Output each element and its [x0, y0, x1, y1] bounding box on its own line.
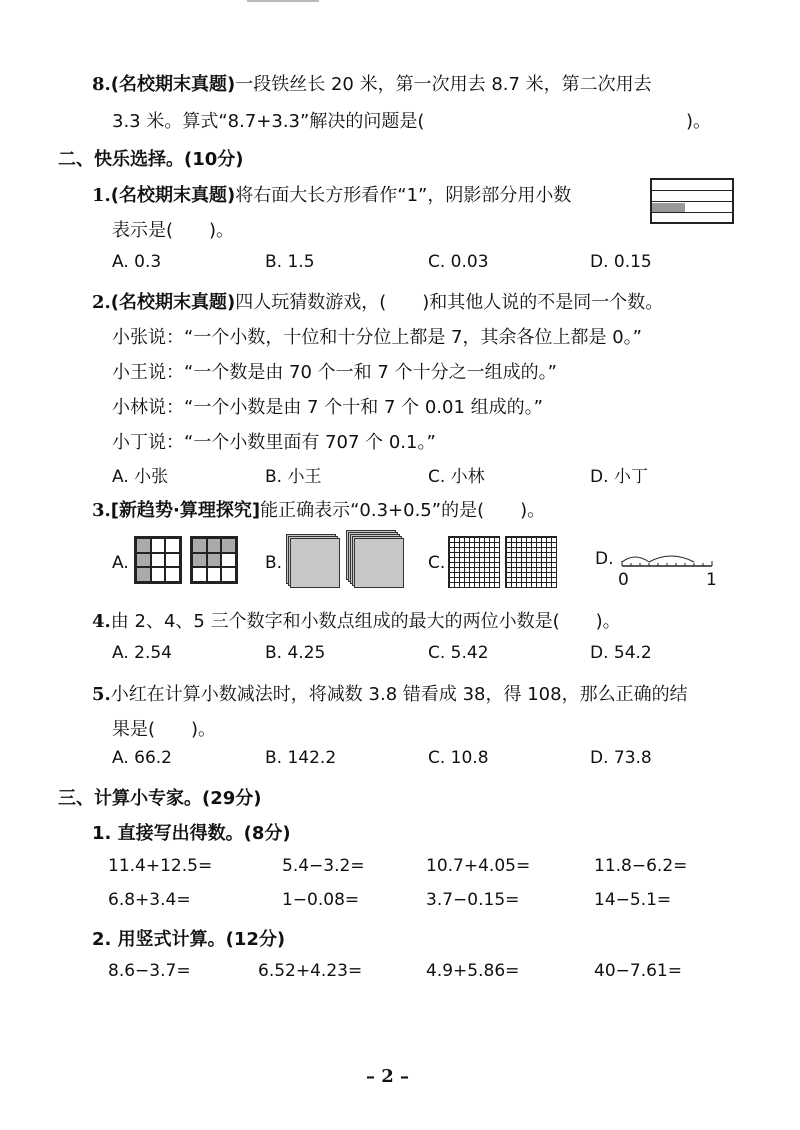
s2q2-say-ding: 小丁说：“一个小数里面有 707 个 0.1。” — [112, 432, 436, 453]
calc-item: 5.4−3.2= — [282, 856, 365, 876]
q8-text1: 一段铁丝长 20 米，第一次用去 8.7 米，第二次用去 — [235, 74, 652, 95]
s2q1-tag: (名校期末真题) — [110, 185, 236, 206]
s2q3-number: 3. — [92, 500, 111, 521]
s2q3-label-d: D. — [595, 549, 614, 569]
vertical-calc-item: 40−7.61= — [594, 961, 682, 981]
s2q3-tag: [新趋势·算理探究] — [110, 500, 261, 521]
calc-item: 3.7−0.15= — [426, 890, 520, 910]
s2q5-option-d: D. 73.8 — [590, 748, 652, 768]
s2q1-option-c: C. 0.03 — [428, 252, 489, 272]
s2q2-line1 — [92, 288, 663, 314]
s2q5-option-b: B. 142.2 — [265, 748, 337, 768]
s2q3-text1: 能正确表示“0.3+0.5”的是( )。 — [260, 500, 546, 521]
s2q4-number: 4. — [92, 611, 111, 632]
rect-line — [652, 190, 732, 191]
s2q5-text1: 小红在计算小数减法时，将减数 3.8 错看成 38，得 108，那么正确的结 — [110, 684, 688, 705]
calc-item: 11.4+12.5= — [108, 856, 213, 876]
q8-line1 — [92, 70, 652, 96]
number-line — [612, 548, 722, 572]
number-line-label-1: 1 — [706, 570, 717, 590]
s2q5-line2: 果是( )。 — [112, 719, 217, 740]
s2q1-option-b: B. 1.5 — [265, 252, 315, 272]
s2q4-option-c: C. 5.42 — [428, 643, 489, 663]
s2q4-line1 — [92, 607, 621, 633]
s2q4-option-d: D. 54.2 — [590, 643, 652, 663]
q8-number: 8. — [92, 74, 111, 95]
s2q1-text1: 将右面大长方形看作“1”，阴影部分用小数 — [235, 185, 572, 206]
top-edge-mark — [247, 0, 319, 2]
calc-item: 14−5.1= — [594, 890, 672, 910]
vertical-calc-item: 8.6−3.7= — [108, 961, 191, 981]
number-line-label-0: 0 — [618, 570, 629, 590]
calc-item: 11.8−6.2= — [594, 856, 688, 876]
q8-line2 — [112, 107, 424, 133]
rect-line — [652, 201, 732, 202]
s2q2-tag: (名校期末真题) — [110, 292, 236, 313]
stacked-squares-b2 — [346, 530, 398, 582]
calc-item: 10.7+4.05= — [426, 856, 531, 876]
section3-title: 三、计算小专家。(29分) — [58, 788, 262, 809]
rect-shaded-part — [652, 203, 685, 212]
s2q5-option-a: A. 66.2 — [112, 748, 172, 768]
s2q4-option-a: A. 2.54 — [112, 643, 172, 663]
s2q5-line1 — [92, 680, 688, 706]
grid-10x10-c1 — [448, 536, 500, 588]
s2q2-text1: 四人玩猜数游戏，( )和其他人说的不是同一个数。 — [235, 292, 664, 313]
s2q2-say-zhang: 小张说：“一个小数，十位和十分位上都是 7，其余各位上都是 0。” — [112, 327, 642, 348]
s2q4-text1: 由 2、4、5 三个数字和小数点组成的最大的两位小数是( )。 — [110, 611, 621, 632]
grid-3x3-a2 — [190, 536, 238, 584]
s2q1-option-d: D. 0.15 — [590, 252, 652, 272]
vertical-calc-item: 4.9+5.86= — [426, 961, 520, 981]
s2q1-option-a: A. 0.3 — [112, 252, 162, 272]
s2q2-option-a: A. 小张 — [112, 467, 169, 487]
s2q5-option-c: C. 10.8 — [428, 748, 489, 768]
calc-item: 1−0.08= — [282, 890, 360, 910]
s2q3-label-c: C. — [428, 553, 446, 573]
section2-title: 二、快乐选择。(10分) — [58, 149, 244, 170]
grid-3x3-a1 — [134, 536, 182, 584]
s3q1-title: 1. 直接写出得数。(8分) — [92, 823, 291, 844]
s2q2-say-wang: 小王说：“一个数是由 70 个一和 7 个十分之一组成的。” — [112, 362, 557, 383]
s2q3-label-a: A. — [112, 553, 129, 573]
q8-text2: 3.3 米。算式“8.7+3.3”解决的问题是( — [112, 111, 425, 132]
s2q2-say-lin: 小林说：“一个小数是由 7 个十和 7 个 0.01 组成的。” — [112, 397, 543, 418]
q8-paren-close: )。 — [686, 111, 712, 132]
vertical-calc-item: 6.52+4.23= — [258, 961, 363, 981]
calc-item: 6.8+3.4= — [108, 890, 191, 910]
s2q2-option-b: B. 小王 — [265, 467, 322, 487]
rect-line — [652, 212, 732, 213]
s2q2-option-c: C. 小林 — [428, 467, 485, 487]
q8-tag: (名校期末真题) — [110, 74, 236, 95]
s2q1-line1 — [92, 181, 571, 207]
s3q2-title: 2. 用竖式计算。(12分) — [92, 929, 286, 950]
s2q1-line2: 表示是( )。 — [112, 220, 235, 241]
s2q3-line1 — [92, 496, 545, 522]
s2q1-number: 1. — [92, 185, 111, 206]
s2q2-option-d: D. 小丁 — [590, 467, 648, 487]
page-number: – 2 – — [366, 1066, 410, 1087]
s2q5-number: 5. — [92, 684, 111, 705]
grid-10x10-c2 — [505, 536, 557, 588]
stacked-squares-b1 — [286, 534, 338, 586]
s2q3-label-b: B. — [265, 553, 283, 573]
rectangle-figure — [650, 178, 734, 224]
s2q4-option-b: B. 4.25 — [265, 643, 326, 663]
s2q2-number: 2. — [92, 292, 111, 313]
